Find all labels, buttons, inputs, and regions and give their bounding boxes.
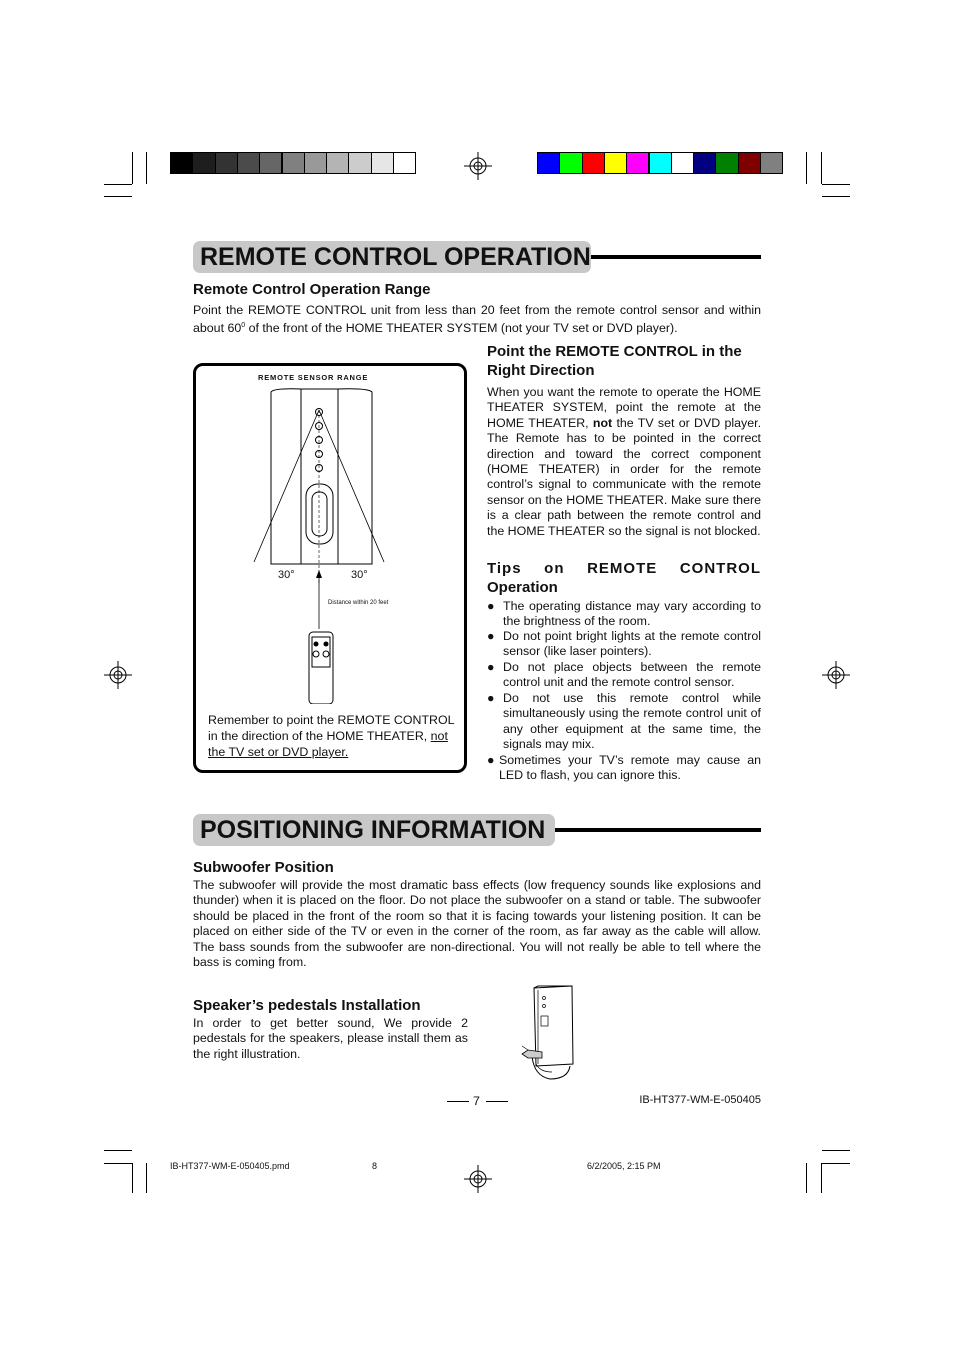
color-swatch bbox=[304, 152, 327, 174]
color-swatch bbox=[582, 152, 605, 174]
direction-text: When you want the remote to operate the HOME THEATER SYSTEM, point the remote at the HOME THEATER, not the TV set or DVD player. The Remote has to be pointed in the correct direction and toward the correct component (HOME THEATER) in order for the remote control’s signal to communicate with the remote sensor on the HOME THEATER. Make sure there is a clear path between the remote control and the HOME THEATER so the signal is not blocked. bbox=[487, 385, 762, 538]
color-swatch bbox=[348, 152, 371, 174]
file-page: 8 bbox=[372, 1161, 378, 1171]
pedestal-heading: Speaker’s pedestals Installation bbox=[193, 997, 421, 1014]
color-swatch bbox=[393, 152, 416, 174]
pedestal-text: In order to get better sound, We provide 2 pedestals for the speakers, please install them as the right illustration. bbox=[193, 1016, 468, 1061]
tip-item: ● Do not point bright lights at the remote control sensor (like laser pointers). bbox=[487, 629, 761, 659]
subwoofer-text: The subwoofer will provide the most dramatic bass effects (low frequency sounds like explosions and thunder) when it is placed on the floor. Do not place the subwoofer on a stand or table. The subwoofer should be placed in the front of the room so that it is facing towards your listening position. It can be placed on either side of the TV or even in the corner of the room, as far away as the cable will allow. The bass sounds from the subwoofer are non-directional. You will not really be able to tell where the bass is coming from. bbox=[193, 878, 761, 970]
color-swatch bbox=[649, 152, 672, 174]
registration-mark-icon bbox=[104, 661, 132, 689]
subwoofer-heading: Subwoofer Position bbox=[193, 859, 334, 876]
color-swatch bbox=[259, 152, 282, 174]
tip-item: ● Do not use this remote control while simultaneously using the remote control unit of any other equipment at the same time, the signals may mix. bbox=[487, 691, 761, 752]
color-swatch bbox=[559, 152, 582, 174]
figure-label: REMOTE SENSOR RANGE bbox=[258, 373, 369, 382]
registration-mark-icon bbox=[464, 152, 492, 180]
page-number-line-left bbox=[447, 1101, 469, 1102]
color-swatch bbox=[537, 152, 560, 174]
tips-heading: Tips on REMOTE CONTROL Operation bbox=[487, 560, 761, 596]
color-swatch bbox=[371, 152, 394, 174]
color-swatch bbox=[282, 152, 305, 174]
color-swatch bbox=[626, 152, 649, 174]
section-title-positioning: POSITIONING INFORMATION bbox=[193, 814, 555, 846]
section-rule bbox=[555, 828, 761, 832]
color-swatch bbox=[237, 152, 260, 174]
color-swatch bbox=[715, 152, 738, 174]
tip-item: ● Do not place objects between the remote control unit and the remote control sensor. bbox=[487, 660, 761, 690]
color-swatch bbox=[693, 152, 716, 174]
page-number: 7 bbox=[473, 1094, 480, 1108]
file-name: IB-HT377-WM-E-050405.pmd bbox=[170, 1161, 290, 1171]
color-swatch bbox=[170, 152, 193, 174]
timestamp: 6/2/2005, 2:15 PM bbox=[587, 1161, 661, 1171]
figure-caption: Remember to point the REMOTE CONTROL in the direction of the HOME THEATER, not the TV set or DVD player. bbox=[208, 713, 455, 759]
direction-heading: Point the REMOTE CONTROL in the Right Direction bbox=[487, 343, 742, 379]
color-swatch bbox=[326, 152, 349, 174]
doc-code: IB-HT377-WM-E-050405 bbox=[639, 1094, 761, 1106]
range-text: Point the REMOTE CONTROL unit from less than 20 feet from the remote control sensor and within about $60^0$ of the front of the HOME THEATER SYSTEM (not your TV set or DVD player). bbox=[193, 303, 761, 336]
range-heading: Remote Control Operation Range bbox=[193, 281, 431, 298]
remote-sensor-figure bbox=[193, 363, 467, 773]
tip-item: ● The operating distance may vary according to the brightness of the room. bbox=[487, 599, 761, 629]
color-swatch bbox=[738, 152, 761, 174]
color-swatch bbox=[760, 152, 783, 174]
angle-right-label: 30° bbox=[351, 569, 368, 581]
page-number-line-right bbox=[486, 1101, 508, 1102]
section-title-remote: REMOTE CONTROL OPERATION bbox=[193, 241, 591, 273]
home-theater-illustration bbox=[196, 384, 464, 704]
color-swatch bbox=[215, 152, 238, 174]
color-swatch bbox=[604, 152, 627, 174]
speaker-pedestal-illustration bbox=[520, 984, 582, 1086]
color-swatch bbox=[192, 152, 215, 174]
angle-left-label: 30° bbox=[278, 569, 295, 581]
tip-item: ● Sometimes your TV’s remote may cause an LED to flash, you can ignore this. bbox=[487, 753, 761, 783]
section-rule bbox=[591, 255, 761, 259]
registration-mark-icon bbox=[822, 661, 850, 689]
registration-mark-icon bbox=[464, 1165, 492, 1193]
distance-label: Distance within 20 feet bbox=[328, 600, 389, 606]
color-swatch bbox=[671, 152, 694, 174]
